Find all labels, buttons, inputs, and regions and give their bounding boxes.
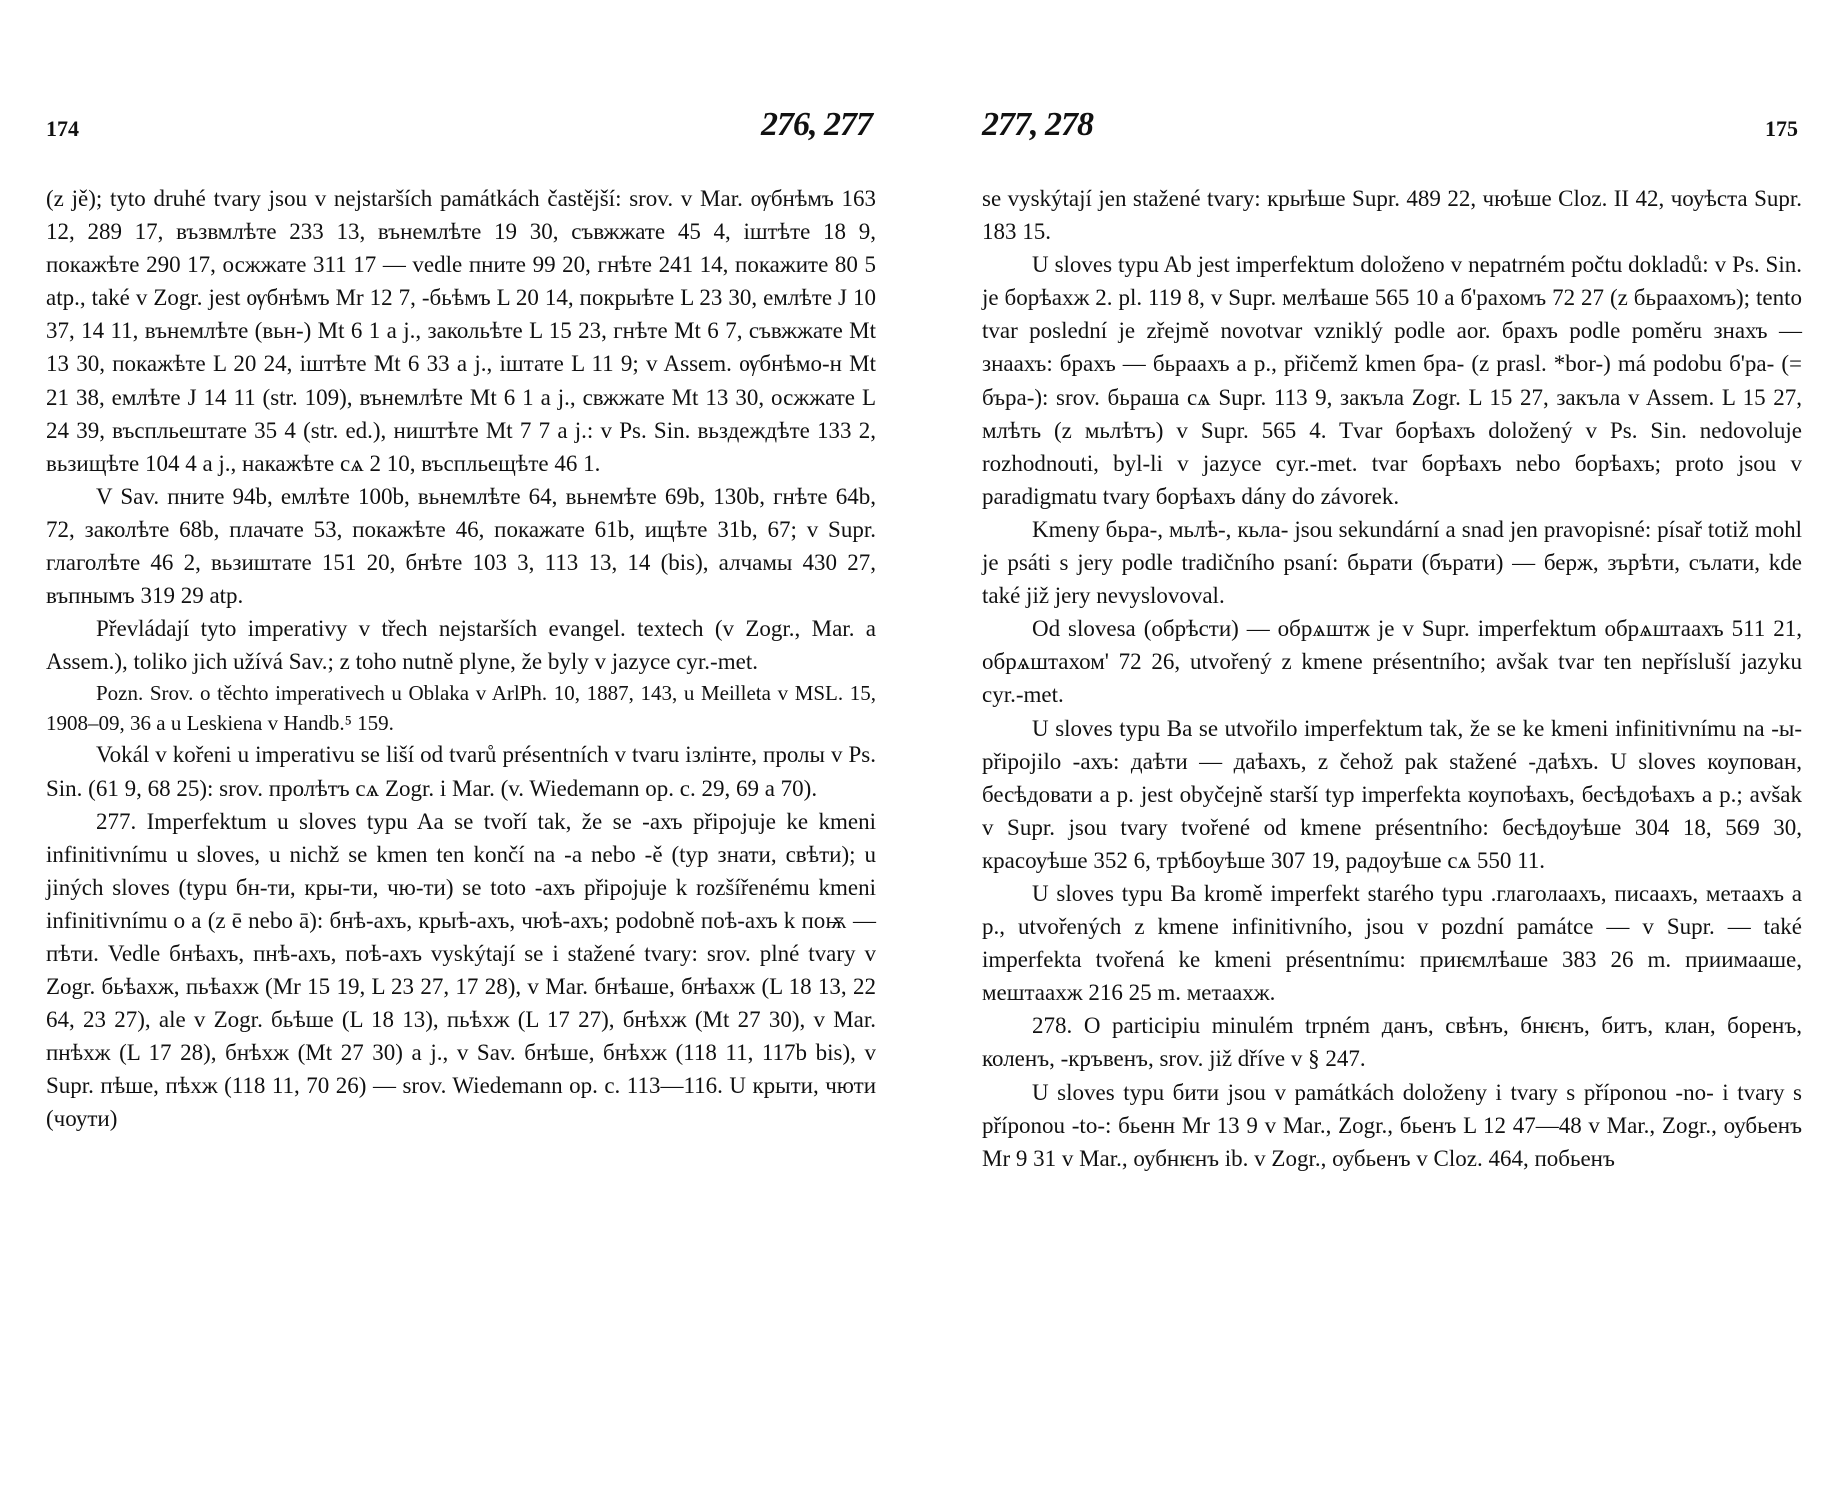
section-header: 277, 278 [982, 106, 1093, 143]
running-header [46, 96, 876, 156]
paragraph: (z jě); tyto druhé tvary jsou v nejstarších památkách častější: srov. v Mar. ѹбнѣмъ 163 12, 289 17, възвмлѣте 233 13, вънемлѣте 19 30, съвжжате 45 4, іштѣте 18 9, покажѣте 290 17, осжжате 311 17 — vedle пните 99 20, гнѣте 241 14, покажите 80 5 atp., také v Zogr. jest ѹбнѣмъ Mr 12 7, -бьѣмъ L 20 14, покрыѣте L 23 30, емлѣте J 10 37, 14 11, вънемлѣте (вьн-) Mt 6 1 a j., закольѣте L 15 23, гнѣте Mt 6 7, съвжжате Mt 13 30, покажѣте L 20 24, іштѣте Mt 6 33 a j., іштате L 11 9; v Assem. ѹбнѣмо-н Mt 21 38, емлѣте J 14 11 (str. 109), вънемлѣте Mt 6 1 a j., свжжате Mt 13 30, осжжате L 24 39, въспльештате 35 4 (str. ed.), ништѣте Mt 7 7 a j.: v Ps. Sin. вьздеждѣте 133 2, вьзищѣте 104 4 a j., накажѣте сѧ 2 10, въспльещѣте 46 1. [46, 186, 876, 476]
paragraph: U sloves typu Ba se utvořilo imperfektum tak, že se ke kmeni infinitivnímu na -ы- připojilo -ахъ: даѣти — даѣахъ, z čehož pak stažené -даѣхъ. U sloves коупован, бесѣдовати a p. jest obyčejně starší typ imperfekta коупоѣахъ, бесѣдоѣахъ a p.; avšak v Supr. jsou tvary tvořené od kmene présentního: бесѣдоуѣше 304 18, 569 30, красоуѣше 352 6, трѣбоуѣше 307 19, радоуѣше сѧ 550 11. [982, 715, 1802, 873]
paragraph: U sloves typu бити jsou v památkách doloženy i tvary s příponou -no- i tvary s příponou -to-: бьенн Mr 13 9 v Mar., Zogr., бьенъ L 12 47—48 v Mar., Zogr., оубьенъ Mr 9 31 v Mar., оубнѥнъ ib. v Zogr., оубьенъ v Cloz. 464, побьенъ [982, 1079, 1802, 1171]
section-paragraph-277: 277. Imperfektum u sloves typu Aa se tvoří tak, že se -ахъ připojuje ke kmeni infinitivnímu u sloves, u nichž se kmen ten končí na -a nebo -ě (typ знати, свѣти); u jiných sloves (typu бн-ти, кры-ти, чю-ти) se toto -ахъ připojuje k rozšířenému kmeni infinitivnímu o a (z ē nebo ā): бнѣ-ахъ, крыѣ-ахъ, чюѣ-ахъ; podobně поѣ-ахъ k поѭ — пѣти. Vedle бнѣахъ, пнѣ-ахъ, поѣ-ахъ vyskýtají se i stažené tvary: srov. plné tvary v Zogr. бьѣахж, пьѣахж (Mr 15 19, L 23 27, 17 28), v Mar. бнѣаше, бнѣахж (L 18 13, 22 64, 23 27), ale v Zogr. бьѣше (L 18 13), пьѣхж (L 17 27), бнѣхж (Mt 27 30), v Mar. пнѣхж (L 17 28), бнѣхж (Mt 27 30) a j., v Sav. бнѣше, бнѣхж (118 11, 117b bis), v Supr. пѣше, пѣхж (118 11, 70 26) — srov. Wiedemann op. c. 113—116. U крыти, чюти (чоути) [46, 808, 876, 1132]
paragraph: Vokál v kořeni u imperativu se liší od tvarů présentních v tvaru ізлінте, пролы v Ps. Sin. (61 9, 68 25): srov. пролѣтъ сѧ Zogr. i Mar. (v. Wiedemann op. c. 29, 69 a 70). [46, 742, 876, 801]
body-text [982, 182, 1802, 1175]
right-page [982, 0, 1802, 1500]
running-header [982, 96, 1802, 156]
note-paragraph: Pozn. Srov. o těchto imperativech u Oblaka v ArlPh. 10, 1887, 143, u Meilleta v MSL. 15, 1908–09, 36 a u Leskiena v Handb.⁵ 159. [46, 681, 876, 736]
paragraph: V Sav. пните 94b, емлѣте 100b, вьнемлѣте 64, вьнемѣте 69b, 130b, гнѣте 64b, 72, заколѣте 68b, плачате 53, покажѣте 46, покажате 61b, ищѣте 31b, 67; v Supr. глаголѣте 46 2, вьзиштате 151 20, бнѣте 103 3, 113 13, 14 (bis), алчамы 430 27, въпнымъ 319 29 atp. [46, 483, 876, 609]
section-header: 276, 277 [761, 106, 872, 143]
paragraph: U sloves typu Ba kromě imperfekt starého typu .глаголаахъ, писаахъ, метаахъ a p., utvořených z kmene infinitivního, jsou v pozdní památce — v Supr. — také imperfekta tvořená ke kmeni présentnímu: приѥмлѣаше 383 26 m. приимааше, мештаахж 216 25 m. метаахж. [982, 880, 1802, 1006]
left-page [46, 0, 876, 1500]
page-number: 175 [1765, 116, 1798, 141]
paragraph: U sloves typu Ab jest imperfektum doloženo v nepatrném počtu dokladů: v Ps. Sin. je борѣахж 2. pl. 119 8, v Supr. мелѣаше 565 10 a б'рахомъ 72 27 (z бьраахомъ); tento tvar poslední je zřejmě novotvar vzniklý podle aor. брахъ podle poměru знахъ — знаахъ: брахъ — бьраахъ a p., přičemž kmen бра- (z prasl. *bor-) má podobu б'ра- (= бъра-): srov. бьраша сѧ Supr. 113 9, закъла Zogr. L 15 27, закъла v Assem. L 15 27, млѣть (z мьлѣтъ) v Supr. 565 4. Tvar борѣахъ doložený v Ps. Sin. nedovoluje rozhodnouti, byl-li v jazyce cyr.-met. tvar борѣахъ nebo борѣахъ; proto jsou v paradigmatu tvary борѣахъ dány do závorek. [982, 252, 1802, 509]
body-text [46, 182, 876, 1136]
paragraph: se vyskýtají jen stažené tvary: крыѣше Supr. 489 22, чюѣше Cloz. II 42, чоуѣста Supr. 183 15. [982, 186, 1802, 245]
paragraph: Převládají tyto imperativy v třech nejstarších evangel. textech (v Zogr., Mar. a Assem.), toliko jich užívá Sav.; z toho nutně plyne, že byly v jazyce cyr.-met. [46, 616, 876, 675]
paragraph: Od slovesa (обрѣсти) — обрѧштж je v Supr. imperfektum обрѧштаахъ 511 21, обрѧштахом' 72 26, utvořený z kmene présentního; avšak tvar ten nepřísluší jazyku cyr.-met. [982, 616, 1802, 708]
section-paragraph-278: 278. O participiu minulém trpném данъ, свѣнъ, бнѥнъ, битъ, клан, боренъ, коленъ, -кръвенъ, srov. již dříve v § 247. [982, 1013, 1802, 1072]
page-number: 174 [46, 116, 79, 141]
paragraph: Kmeny бьра-, мьлѣ-, кьла- jsou sekundární a snad jen pravopisné: písař totiž mohl je psáti s jery podle tradičního psaní: бьрати (бърати) — берж, зърѣти, сълати, kde také již jery nevyslovoval. [982, 516, 1802, 609]
